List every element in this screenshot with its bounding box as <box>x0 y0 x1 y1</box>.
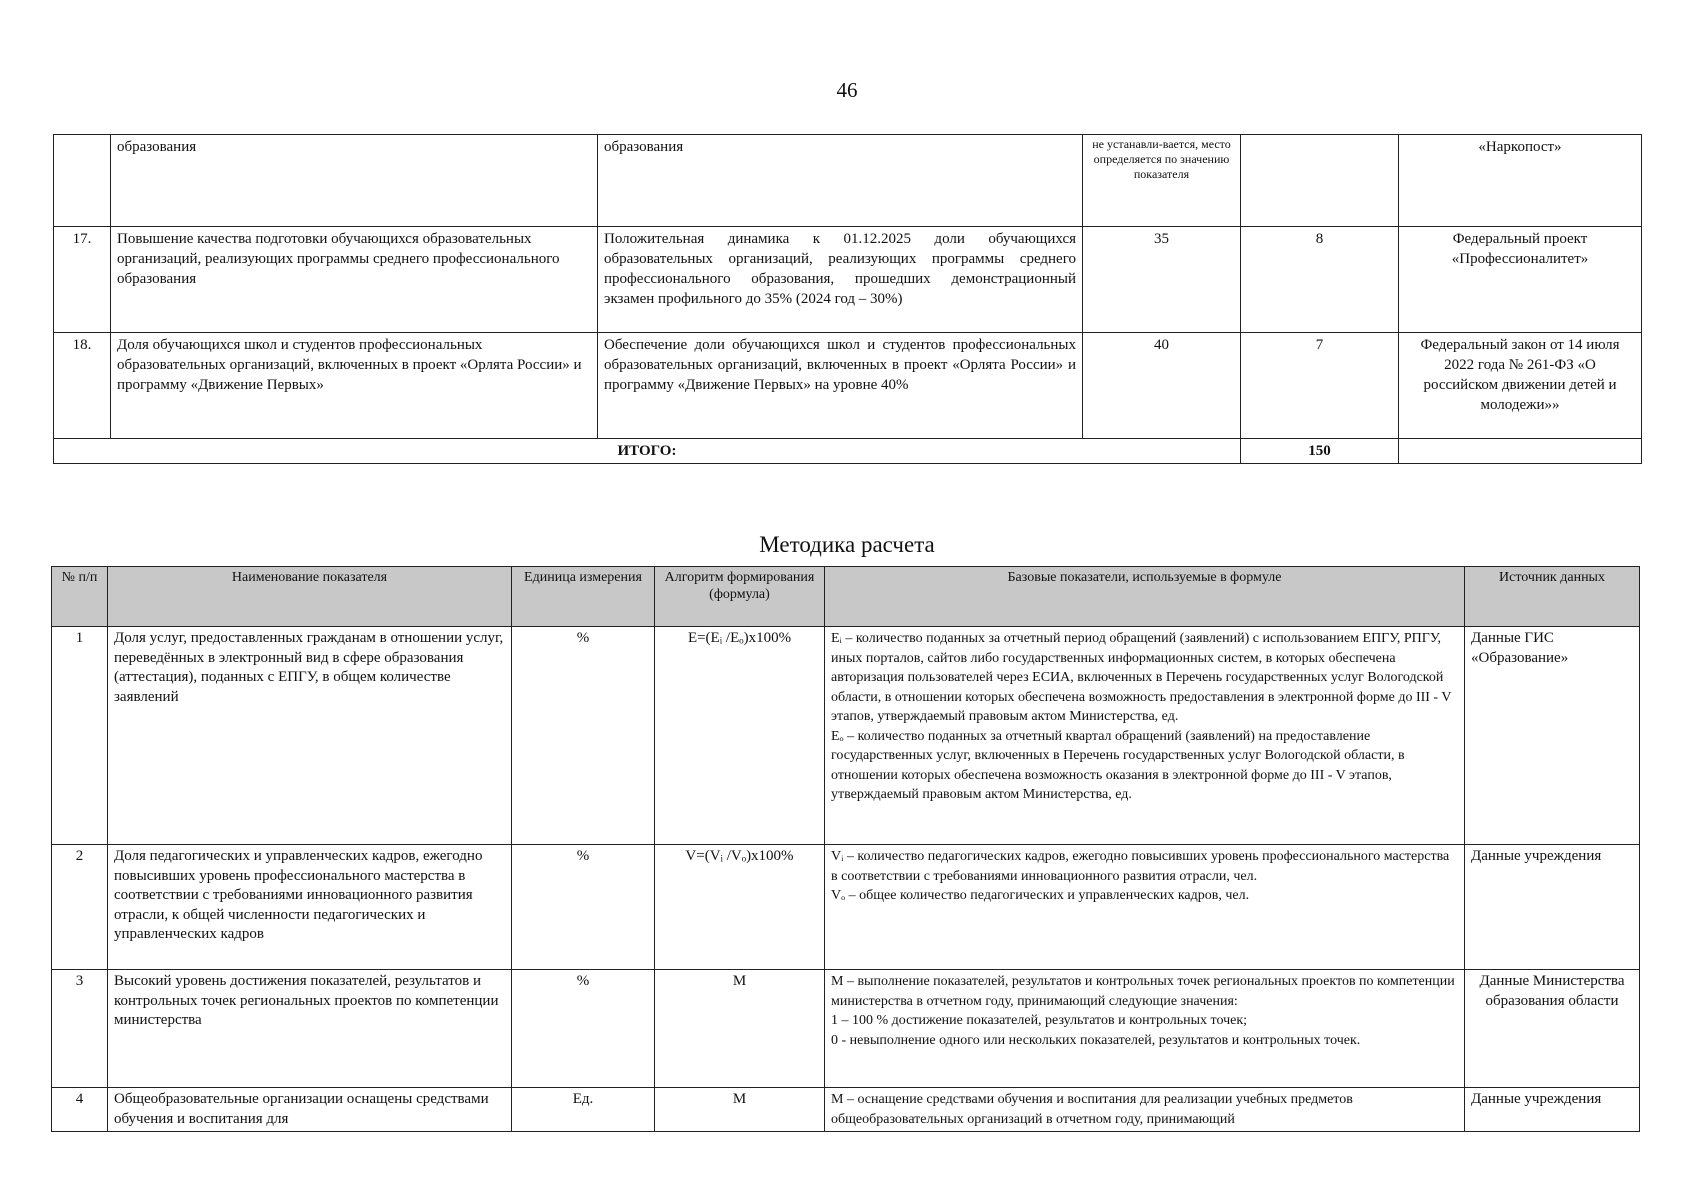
total-label: ИТОГО: <box>54 439 1241 464</box>
indicator-description-cell: Положительная динамика к 01.12.2025 доли обучающихся образовательных организаций, реализующих программы среднего профессионального образования, прошедших демонстрационный экзамен профильного до 35% (2024 год – 30%) <box>598 227 1083 333</box>
indicator-name-cell: Общеобразовательные организации оснащены средствами обучения и воспитания для <box>108 1088 512 1132</box>
header-algorithm: Алгоритм формирования (формула) <box>655 567 825 627</box>
methodology-table <box>51 566 1640 1132</box>
indicator-source-cell: Федеральный проект «Профессионалитет» <box>1399 227 1642 333</box>
row-num-cell: 17. <box>54 227 111 333</box>
indicator-value-cell: не устанавли-вается, место определяется по значению показателя <box>1083 135 1241 227</box>
indicator-description-cell: Обеспечение доли обучающихся школ и студентов профессиональных образовательных организаций, включенных в проект «Орлята России» и программу «Движение Первых» на уровне 40% <box>598 333 1083 439</box>
source-cell: Данные учреждения <box>1465 1088 1640 1132</box>
indicator-name-cell: Доля педагогических и управленческих кадров, ежегодно повысивших уровень профессионального мастерства в соответствии с требованиями инновационного развития отрасли, к общей численности педагогических и управленческих кадров <box>108 845 512 970</box>
table-row <box>52 1088 1640 1132</box>
row-num-cell: 3 <box>52 970 108 1088</box>
source-cell: Данные ГИС «Образование» <box>1465 627 1640 845</box>
row-num-cell <box>54 135 111 227</box>
header-unit: Единица измерения <box>512 567 655 627</box>
header-name: Наименование показателя <box>108 567 512 627</box>
indicator-points-cell: 8 <box>1241 227 1399 333</box>
row-num-cell: 1 <box>52 627 108 845</box>
table-row-continued <box>54 135 1642 227</box>
base-line: 1 – 100 % достижение показателей, результатов и контрольных точек; <box>831 1013 1248 1028</box>
base-line: Eᵢ – количество поданных за отчетный период обращений (заявлений) с использованием ЕПГУ, РПГУ, иных порталов, сайтов либо государственных информационных систем, в которых обеспечена авторизация пользователей через ЕСИА, включенных в Перечень государственных услуг Вологодской области, в отношении которых обеспечена возможность предоставления в электронной форме до III - V этапов, утверждаемый правовым актом Министерства, ед. <box>831 631 1452 724</box>
base-line: М – выполнение показателей, результатов и контрольных точек региональных проектов по компетенции министерства в отчетном году, принимающий следующие значения: <box>831 974 1455 1009</box>
base-cell <box>825 1088 1465 1132</box>
indicator-name-cell: Высокий уровень достижения показателей, результатов и контрольных точек региональных проектов по компетенции министерства <box>108 970 512 1088</box>
indicator-name-cell: Доля услуг, предоставленных гражданам в отношении услуг, переведённых в электронный вид в сфере образования (аттестация), поданных с ЕПГУ, в общем количестве заявлений <box>108 627 512 845</box>
algorithm-cell: E=(Eᵢ /Eₒ)x100% <box>655 627 825 845</box>
algorithm-cell: M <box>655 1088 825 1132</box>
total-row <box>54 439 1642 464</box>
indicator-value-cell: 35 <box>1083 227 1241 333</box>
indicator-name-cell: Повышение качества подготовки обучающихся образовательных организаций, реализующих программы среднего профессионального образования <box>111 227 598 333</box>
table-row <box>52 627 1640 845</box>
total-empty-cell <box>1399 439 1642 464</box>
base-line: Vᵢ – количество педагогических кадров, ежегодно повысивших уровень профессионального мастерства в соответствии с требованиями инновационного развития отрасли, чел. <box>831 849 1450 884</box>
indicator-description-cell: образования <box>598 135 1083 227</box>
unit-cell: % <box>512 845 655 970</box>
indicator-source-cell: «Наркопост» <box>1399 135 1642 227</box>
page-number: 46 <box>836 78 858 102</box>
table-row <box>54 227 1642 333</box>
base-line: М – оснащение средствами обучения и воспитания для реализации учебных предметов общеобразовательных организаций в отчетном году, принимающий <box>831 1092 1353 1127</box>
indicator-name-cell: образования <box>111 135 598 227</box>
table-row <box>52 845 1640 970</box>
indicator-points-cell <box>1241 135 1399 227</box>
total-value: 150 <box>1241 439 1399 464</box>
algorithm-cell: V=(Vᵢ /Vₒ)x100% <box>655 845 825 970</box>
base-line: Eₒ – количество поданных за отчетный квартал обращений (заявлений) на предоставление государственных услуг, включенных в Перечень государственных услуг Вологодской области, в отношении которых обеспечена возможность оказания в электронной форме до III - V этапов, утверждаемый правовым актом Министерства, ед. <box>831 728 1405 802</box>
source-cell: Данные учреждения <box>1465 845 1640 970</box>
base-cell <box>825 627 1465 845</box>
unit-cell: Ед. <box>512 1088 655 1132</box>
indicator-source-cell: Федеральный закон от 14 июля 2022 года № 261-ФЗ «О российском движении детей и молодежи»» <box>1399 333 1642 439</box>
row-num-cell: 4 <box>52 1088 108 1132</box>
base-line: Vₒ – общее количество педагогических и управленческих кадров, чел. <box>831 888 1250 903</box>
indicator-points-cell: 7 <box>1241 333 1399 439</box>
algorithm-cell: M <box>655 970 825 1088</box>
unit-cell: % <box>512 970 655 1088</box>
header-num: № п/п <box>52 567 108 627</box>
indicator-name-cell: Доля обучающихся школ и студентов профессиональных образовательных организаций, включенных в проект «Орлята России» и программу «Движение Первых» <box>111 333 598 439</box>
indicators-table <box>53 134 1642 464</box>
unit-cell: % <box>512 627 655 845</box>
header-source: Источник данных <box>1465 567 1640 627</box>
base-cell <box>825 970 1465 1088</box>
table-row <box>54 333 1642 439</box>
indicator-value-cell: 40 <box>1083 333 1241 439</box>
row-num-cell: 18. <box>54 333 111 439</box>
methodology-title: Методика расчета <box>759 532 935 557</box>
methodology-header-row <box>52 567 1640 627</box>
base-line: 0 - невыполнение одного или нескольких показателей, результатов и контрольных точек. <box>831 1032 1361 1048</box>
row-num-cell: 2 <box>52 845 108 970</box>
base-cell <box>825 845 1465 970</box>
header-base: Базовые показатели, используемые в формуле <box>825 567 1465 627</box>
table-row <box>52 970 1640 1088</box>
source-cell: Данные Министерства образования области <box>1465 970 1640 1088</box>
